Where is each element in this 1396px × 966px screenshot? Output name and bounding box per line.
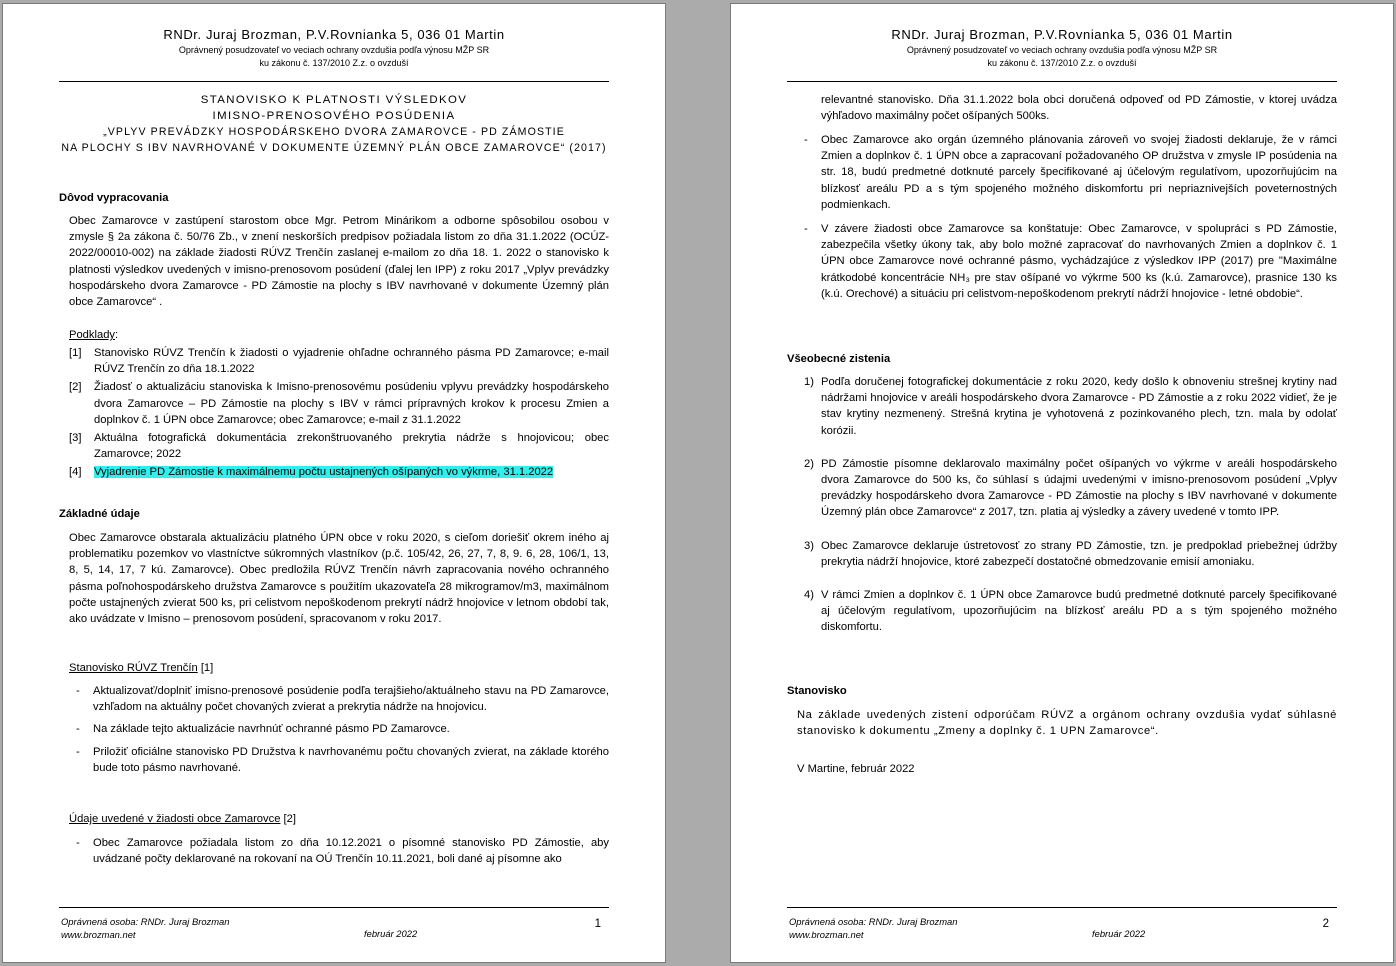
list-item (804, 132, 1337, 213)
footer-person: Oprávnená osoba: RNDr. Juraj Brozman (789, 916, 958, 927)
page-number: 1 (594, 918, 601, 930)
ref-label: [3] (69, 432, 82, 445)
item-text: PD Zámostie písomne deklarovalo maximálny počet ošípaných vo výkrme v areáli hospodárskeho dvora Zamarovce do 500 ks, čo súhlasí s údajmi uvedenými v imisno-prenosovom posúdení „Vplyv prevádzky hospodárskeho dvora Zamarovce - PD Zámostie na plochy s IBV navrhované v dokumente Územný plán obce Zamarovce“ z 2017, tzn. platia aj výsledky a závery uvedené v tomto IPP. (821, 457, 1337, 519)
author-qualification: Oprávnený posudzovateľ vo veciach ochrany ovzdušia podľa výnosu MŽP SR (906, 45, 1218, 55)
section-heading-zistenia: Všeobecné zistenia (787, 353, 891, 365)
list-item (69, 464, 609, 480)
footer-web: www.brozman.net (61, 929, 136, 940)
title-line: IMISNO-PRENOSOVÉHO POSÚDENIA (212, 110, 456, 122)
page-header (787, 26, 1337, 70)
section-heading-dovod: Dôvod vypracovania (59, 192, 169, 204)
footer-contact (789, 915, 957, 941)
list-item (69, 430, 609, 462)
item-text: V závere žiadosti obce Zamarovce sa konštatuje: Obec Zamarovce, v spolupráci s PD Zámostie, zabezpečila všetky úkony tak, aby bolo možné zapracovať do navrhovaných Zmien a doplnkov č. 1 ÚPN obce Zamarovce nové ochranné pásmo, vychádzajúce z výsledkov IPP (2017) pre "Maximálne krátkodobé koncentrácie NH₃ pre stav ošípané vo výkrme 500 ks (k.ú. Zamarovce), prasnice 130 ks (k.ú. Orechové) a situáciu pri celistvom-nepoškodenom prekrytí nádrží hnojovice - letné obdobie“. (821, 223, 1337, 300)
footer-date: február 2022 (364, 928, 418, 939)
zistenia-list (787, 374, 1337, 636)
author-qualification: Oprávnený posudzovateľ vo veciach ochrany ovzdušia podľa výnosu MŽP SR (178, 45, 490, 55)
dash-bullet: - (804, 134, 808, 146)
ref-text: Aktuálna fotografická dokumentácia zrekonštruovaného prekrytia nádrže s hnojovicou; obec Zamarovce; 2022 (94, 432, 609, 461)
item-text: Priložiť oficiálne stanovisko PD Družstva k navrhovanému počtu chovaných zvierat, na základe ktorého bude toto pásmo navrhované. (93, 745, 609, 774)
ref-label: [2] (69, 381, 82, 394)
section-heading-zakladne: Základné údaje (59, 508, 140, 520)
dash-bullet: - (76, 723, 80, 736)
ruvz-ref: [1] (197, 662, 214, 674)
footer-contact (61, 915, 229, 941)
podklady-colon: : (115, 329, 119, 341)
footer-web: www.brozman.net (789, 929, 864, 940)
title-line: „VPLYV PREVÁDZKY HOSPODÁRSKEHO DVORA ZAMAROVCE - PD ZÁMOSTIE (103, 126, 565, 138)
list-item (76, 835, 609, 867)
ref-text: Žiadosť o aktualizáciu stanoviska k Imisno-prenosovému posúdeniu vplyvu prevádzky hospodárskeho dvora Zamarovce – PD Zámostie na plochy s IBV v rámci prípravných krokov k procesu Zmien a doplnkov č. 1 ÚPN obce Zamarovce; obec Zamarovce; e-mail z 31.1.2022 (94, 381, 609, 426)
item-number: 3) (804, 539, 814, 552)
podklady-heading-label: Podklady (69, 329, 116, 341)
page-header (59, 26, 609, 70)
ruvz-heading (59, 660, 609, 676)
dash-bullet: - (76, 685, 80, 697)
item-number: 4) (804, 589, 814, 602)
item-text: Podľa doručenej fotografickej dokumentácie z roku 2020, kedy došlo k obnoveniu strešnej krytiny nad nádržami hnojovice v areáli hospodárskeho dvora Zamarovce - PD Zámostie a z roku 2022 vidieť, že je stav krytiny nezmenený. Strešná krytina je vyhotovená z pozinkovaného plech, tzn. mala by odolať korózii. (821, 376, 1337, 437)
item-number: 1) (804, 376, 814, 388)
udaje-list-continued (787, 132, 1337, 308)
document-page-2 (731, 4, 1393, 962)
item-text: V rámci Zmien a doplnkov č. 1 ÚPN obce Zamarovce budú predmetné dotknuté parcely špecifikované aj účelovým regulatívom, upozorňujúcim na blízkosť areálu PD a s tým spojeného možného diskomfortu. (821, 589, 1337, 634)
udaje-ref: [2] (280, 813, 296, 825)
footer-person: Oprávnená osoba: RNDr. Juraj Brozman (61, 916, 230, 927)
author-name: RNDr. Juraj Brozman, P.V.Rovnianka 5, 036 01 Martin (163, 27, 505, 42)
paragraph-stanovisko: Na základe uvedených zistení odporúčam RÚVZ a orgánom ochrany ovzdušia vydať súhlasné stanovisko k dokumentu „Zmeny a doplnky č. 1 UPN Zamarovce“. (797, 709, 1337, 738)
ref-label: [4] (69, 466, 82, 479)
list-item (804, 221, 1337, 302)
page-number: 2 (1322, 918, 1329, 930)
item-text: Obec Zamarovce deklaruje ústretovosť zo strany PD Zámostie, tzn. je predpoklad priebežnej údržby prekrytia nádrží hnojovice, ktoré zabezpečí dostatočné obmedzovanie emisií amoniaku. (821, 539, 1337, 568)
item-text: Obec Zamarovce ako orgán územného plánovania zároveň vo svojej žiadosti deklaruje, že v rámci Zmien a doplnkov č. 1 ÚPN obce a zapracovaní požadovaného OP družstva v zmysle IP posúdenia na str. 18, budú predmetné dotknuté parcely špecifikované aj účelovým regulatívom, upozorňujúcim na blízkosť areálu PD a s tým spojeného možného diskomfortu pri nepriaznivejších poveternostných podmienkach. (821, 134, 1337, 211)
list-item (804, 456, 1337, 521)
paragraph-zakladne: Obec Zamarovce obstarala aktualizáciu platného ÚPN obce v roku 2020, s cieľom doriešiť okrem iného aj problematiku pozemkov vo vlastníctve súkromných vlastníkov (p.č. 105/42, 26, 27, 7, 8, 9. 6, 28, 106/1, 13, 8, 5, 14, 17, 7 kú. Zamarovce). Obec predložila RÚVZ Trenčín návrh zapracovania nového ochranného pásma poľnohospodárskeho družstva Zamarovce s použitím ukazovateľa 28 mikrogramov/m3, maximálnom počte ustajnených zvierat 500 ks, pri celistvom nepoškodenom prekrytí nádrž hnojovice v letnom období tak, ako uvádzate v Imisno – prenosovom posúdení, spracovanom v roku 2017. (69, 532, 609, 626)
header-divider (59, 81, 609, 82)
author-law-reference: ku zákonu č. 137/2010 Z.z. o ovzduší (987, 58, 1137, 68)
dash-bullet: - (804, 223, 808, 236)
title-line: STANOVISKO K PLATNOSTI VÝSLEDKOV (200, 94, 468, 106)
ref-text: Stanovisko RÚVZ Trenčín k žiadosti o vyjadrenie ohľadne ochranného pásma PD Zamarovce; e-mail RÚVZ Trenčín zo dňa 18.1.2022 (94, 347, 609, 376)
list-item (804, 374, 1337, 439)
header-divider (787, 81, 1337, 82)
author-law-reference: ku zákonu č. 137/2010 Z.z. o ovzduší (259, 58, 409, 68)
item-text: Na základe tejto aktualizácie navrhnúť ochranné pásmo PD Zamarovce. (93, 723, 450, 736)
item-number: 2) (804, 457, 814, 470)
dash-bullet: - (76, 837, 80, 849)
section-heading-stanovisko: Stanovisko (787, 685, 847, 697)
page-footer (59, 907, 609, 948)
footer-date: február 2022 (1092, 928, 1146, 939)
list-item (804, 538, 1337, 570)
paragraph-dovod: Obec Zamarovce v zastúpení starostom obce Mgr. Petrom Minárikom a odborne spôsobilou osobou v zmysle § 2a zákona č. 50/76 Zb., v znení neskorších predpisov požiadala listom zo dňa 31.1.2022 (OCÚZ-2022/00010-002) na základe žiadosti RÚVZ Trenčín zaslanej e-mailom zo dňa 18. 1. 2022 o stanovisko k platnosti výsledkov uvedených v imisno-prenosovom posúdení (ďalej len IPP) z roku 2017 „Vplyv prevádzky hospodárskeho dvora Zamarovce - PD Zámostie na plochy s IBV navrhované v dokumente Územný plán obce Zamarovce“ . (69, 215, 609, 309)
document-page-1 (3, 4, 665, 962)
list-item (69, 379, 609, 428)
podklady-heading (59, 327, 609, 343)
highlighted-ref-text: Vyjadrenie PD Zámostie k maximálnemu počtu ustajnených ošípaných vo výkrme, 31.1.2022 (94, 466, 554, 479)
author-name: RNDr. Juraj Brozman, P.V.Rovnianka 5, 036 01 Martin (891, 27, 1233, 42)
list-item (804, 587, 1337, 636)
list-item (76, 721, 609, 737)
udaje-heading-label: Údaje uvedené v žiadosti obce Zamarovce (69, 813, 281, 825)
list-item (76, 744, 609, 776)
ruvz-heading-label: Stanovisko RÚVZ Trenčín (69, 662, 198, 674)
ruvz-list (59, 683, 609, 782)
page-footer (787, 907, 1337, 948)
podklady-list (59, 345, 609, 483)
udaje-heading (59, 811, 609, 827)
item-text: Aktualizovať/doplniť imisno-prenosové posúdenie podľa terajšieho/aktuálneho stavu na PD Zamarovce, vzhľadom na aktuálny počet chovaných zvierat a prekrytia nádrže na hnojovicu. (93, 685, 609, 714)
place-date: V Martine, február 2022 (797, 763, 915, 775)
title-line: NA PLOCHY S IBV NAVRHOVANÉ V DOKUMENTE ÚZEMNÝ PLÁN OBCE ZAMAROVCE“ (2017) (61, 142, 607, 154)
list-item (76, 683, 609, 715)
item-text: Obec Zamarovce požiadala listom zo dňa 10.12.2021 o písomné stanovisko PD Zámostie, aby uvádzané počty deklarované na rokovaní na OÚ Trenčín 10.11.2021, boli dané aj písomne ako (93, 837, 609, 866)
document-title (59, 92, 609, 156)
dash-bullet: - (76, 745, 80, 758)
list-item (69, 345, 609, 377)
continued-text: relevantné stanovisko. Dňa 31.1.2022 bola obci doručená odpoveď od PD Zámostie, v ktorej uvádza výhľadovo maximálny počet ošípaných 500ks. (821, 94, 1337, 123)
ref-label: [1] (69, 347, 82, 359)
